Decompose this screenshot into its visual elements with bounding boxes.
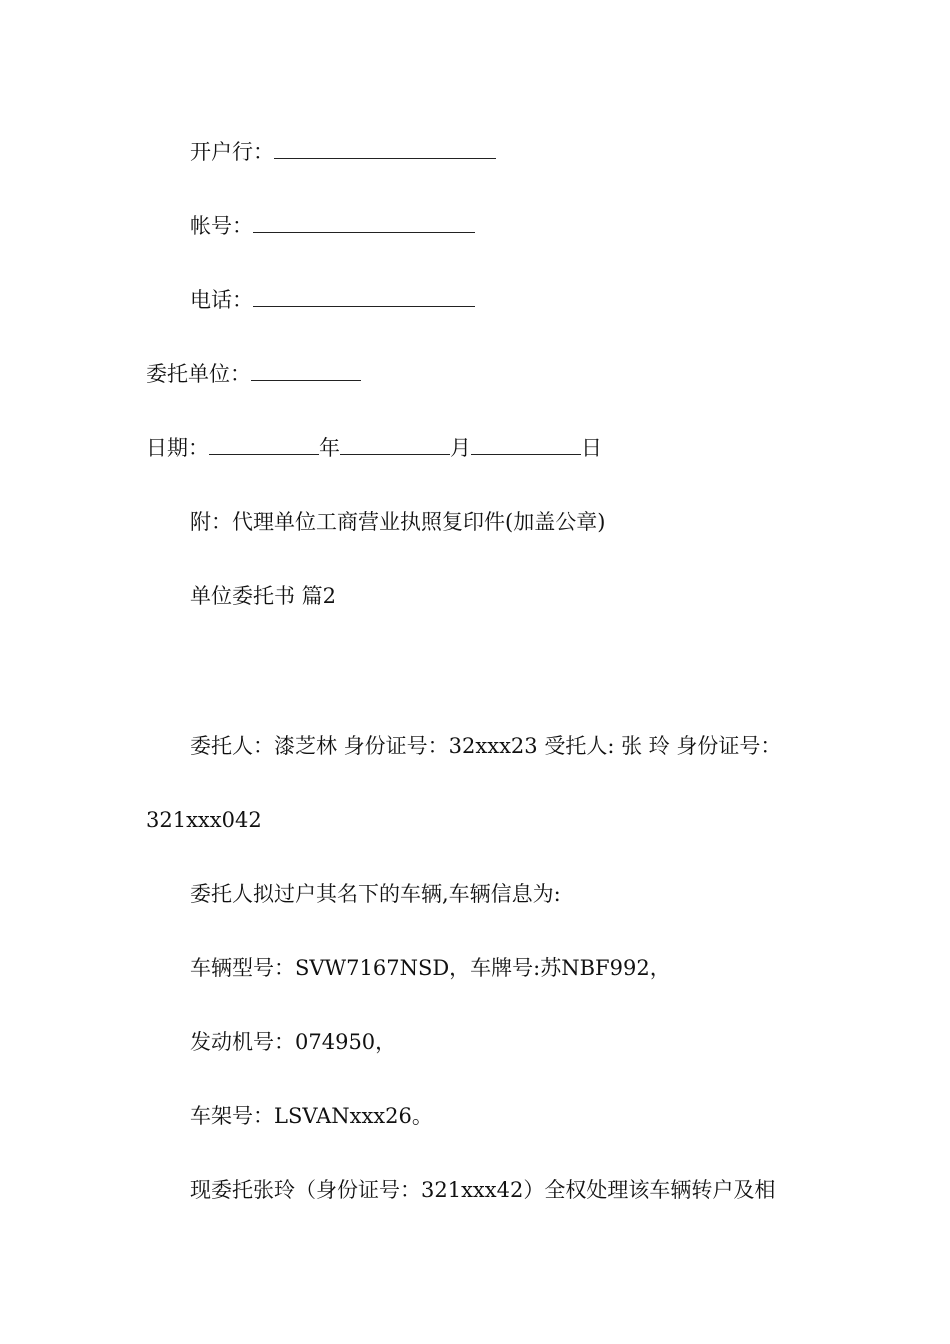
bank-field	[190, 137, 496, 167]
mandate-line: 现委托张玲（身份证号：321xxx42）全权处理该车辆转户及相	[190, 1178, 776, 1202]
phone-blank	[253, 286, 475, 307]
client-unit-label: 委托单位：	[146, 362, 251, 386]
engine-number: 发动机号：074950，	[190, 1030, 397, 1054]
parties-line-2: 321xxx042	[146, 808, 262, 832]
client-unit-blank	[251, 360, 361, 381]
vehicle-intro: 委托人拟过户其名下的车辆,车辆信息为:	[190, 882, 561, 906]
bank-label: 开户行：	[190, 140, 274, 164]
bank-blank	[274, 138, 496, 159]
date-field	[146, 433, 602, 463]
account-blank	[253, 212, 475, 233]
phone-field	[190, 285, 475, 315]
frame-number: 车架号：LSVANxxx26。	[190, 1104, 433, 1128]
client-unit-field	[146, 359, 361, 389]
phone-label: 电话：	[190, 288, 253, 312]
account-field	[190, 211, 475, 241]
attachment-note: 附：代理单位工商营业执照复印件(加盖公章)	[190, 510, 606, 534]
day-label: 日	[581, 436, 602, 460]
section-title: 单位委托书 篇2	[190, 584, 337, 608]
year-blank	[209, 434, 319, 455]
day-blank	[471, 434, 581, 455]
month-label: 月	[450, 436, 471, 460]
year-label: 年	[319, 436, 340, 460]
parties-line-1: 委托人：漆芝林 身份证号：32xxx23 受托人: 张 玲 身份证号：	[190, 734, 782, 758]
date-label: 日期：	[146, 436, 209, 460]
account-label: 帐号：	[190, 214, 253, 238]
vehicle-model: 车辆型号：SVW7167NSD，车牌号:苏NBF992，	[190, 956, 671, 980]
month-blank	[340, 434, 450, 455]
